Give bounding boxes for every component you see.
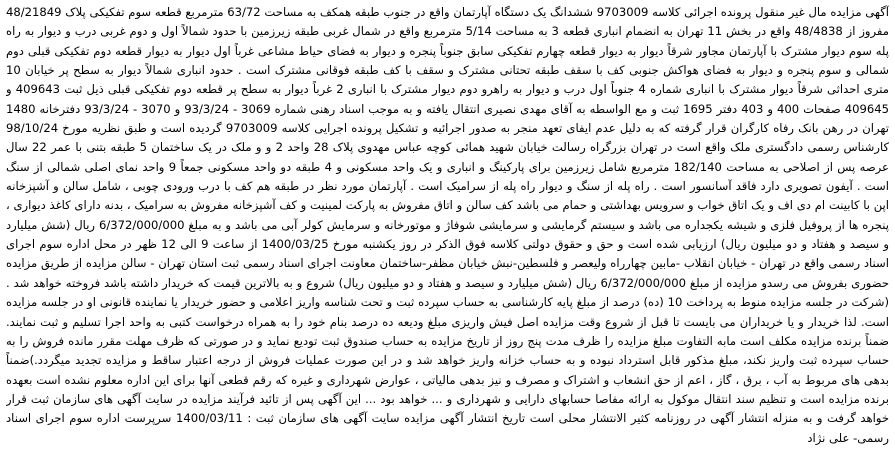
auction-notice-text: آگهی مزایده مال غیر منقول پرونده اجرائی کلاسه 9703009 ششدانگ یک دستگاه آپارتمان واقع در جنوب طبقه همکف به مساحت 63/72 مترمربع قطعه سوم تفکیکی پلاک 48/21849 مفروز از 48/4838 واقع در بخش 11 تهران به انضمام انباری قطعه 3 به مساحت 5/14 مترمربع واقع در شمال غربی طبقه زیرزمین با حدود شمالاً اول و دوم غربی درب و دیوار به راه پله سوم دیوار مشترک با آپارتمان مجاور شرقاً دیوار به دیوار قطعه چهارم تفکیکی سابق جنوباً پنجره و دیوار به فضای حیاط مشاعی غرباً اول دیوار به دیوار قطعه دوم تفکیکی قبلی دوم شمالی و سوم پنجره و دیوار به فضای هواکش جنوبی کف با سقف طبقه تحتانی مشترک و سقف با کف طبقه فوقانی مشترک است . حدود انباری شمالاً دیوار به سطح پر خیابان 10 متری احداثی شرقاً دیوار مشترک با انباری شماره 4 جنوباً اول درب و دیوار به راهرو دوم دیوار مشترک با انباری 2 غرباً دیوار به سطح پر قطعه دوم تفکیکی قبلی ذیل ثبت 409643 و 409645 صفحات 400 و 403 دفتر 1695 ثبت و مع الواسطه به آقای مهدی نصیری انتقال یافته و به موجب اسناد رهنی شماره 3069 - 93/3/24 و 3070 - 93/3/24 دفترخانه 1480 تهران در رهن بانک رفاه کارگران قرار گرفته که به دلیل عدم ایفای تعهد منجر به صدور اجرائیه و تشکیل پرونده اجرایی کلاسه 9703009 گردیده است و طبق نظریه مورخ 98/10/24 کارشناس رسمی دادگستری ملک واقع است در تهران بزرگراه رسالت خیابان شهید همائی کوچه عباس مهدوی پلاک 28 واحد 2 و و ملک در یک ساختمان 5 طبقه بتنی با عمر 22 سال عرصه پس از اصلاحی به مساحت 182/140 مترمربع شامل زیرزمین برای پارکینگ و انباری و یک واحد مسکونی و 4 طبقه دو واحد مسکونی جمعاً 9 واحد نمای اصلی شمالی از سنگ است . آیفون تصویری دارد فاقد آسانسور است . راه پله از سنگ و دیوار راه پله از سرامیک است . آپارتمان مورد نظر در طبقه هم کف با درب ورودی چوبی ، شامل سالن و آشپزخانه اپن با کابینت ام دی اف و یک اتاق خواب و سرویس بهداشتی و حمام می باشد کف سالن و اتاق مفروش به پارکت لمینیت و کف آشپزخانه مفروش به سرامیک ، بدنه دارای کاغذ دیواری ، پنجره ها از پروفیل فلزی و شیشه یکجداره می باشد و سیستم گرمایشی و سرمایشی شوفاژ و موتورخانه و سرمایش کولر آبی می باشد و به مبلغ 6/372/000/000 ریال (شش میلیارد و سیصد و هفتاد و دو میلیون ریال) ارزیابی شده است و حق و حقوق دولتی کلاسه فوق الذکر در روز یکشنبه مورخ 1400/03/25 از ساعت 9 الی 12 ظهر در محل اداره سوم اجرای اسناد رسمی واقع در تهران - خیابان انقلاب -مابین چهارراه ولیعصر و فلسطین-نبش خیابان مظفر-ساختمان معاونت اجرای اسناد رسمی ثبت استان تهران - سالن مزایده از طریق مزایده حضوری بفروش می رسدو مزایده از مبلغ 6/372/000/000 ریال (شش میلیارد و سیصد و هفتاد و دو میلیون ریال) شروع و به بالاترین قیمت که خریدار داشته باشد فروخته خواهد شد . (شرکت در جلسه مزایده منوط به پرداخت 10 (ده) درصد از مبلغ پایه کارشناسی به حساب سپرده ثبت و تحت شناسه واریز اعلامی و حضور خریدار یا نماینده قانونی او در جلسه مزایده است. لذا خریدار و یا خریداران می بایست تا قبل از شروع وقت مزایده اصل فیش واریزی مبلغ ودیعه ده درصد بنام خود را به همراه درخواست کتبی به واحد اجرا تسلیم و ثبت نمایند. ضمناً برنده مزایده مکلف است مابه التفاوت مبلغ مزایده را ظرف مدت پنج روز از تاریخ مزایده به حساب صندوق ثبت تودیع نماید و در صورتی که ظرف مهلت مقرر مانده فروش را به حساب سپرده ثبت واریز نکند، مبلغ مذکور قابل استرداد نبوده و به حساب خزانه واریز خواهد شد و در این صورت عملیات فروش از درجه اعتبار ساقط و مزایده تجدید میگردد.)ضمناً بدهی های مربوط به آب ، برق ، گاز ، اعم از حق انشعاب و اشتراک و مصرف و نیز بدهی مالیاتی ، عوارض شهرداری و غیره که رقم قطعی آنها برای این اداره معلوم نشده است بعهده برنده مزایده است و تنظیم سند انتقال موکول به ارائه مفاصا حسابهای دارایی و شهرداری و ... خواهد بود ... این آگهی پس از تائید فرآیند مزایده در سایت آگهی های سازمان ثبت قرار خواهد گرفت و به منزله انتشار آگهی در روزنامه کثیر الانتشار محلی است تاریخ انتشار آگهی مزایده سایت آگهی های سازمان ثبت : 1400/03/11 سرپرست اداره سوم اجرای اسناد رسمی- علی نژاد xyxy=(6,5,889,445)
auction-notice xyxy=(6,3,889,468)
